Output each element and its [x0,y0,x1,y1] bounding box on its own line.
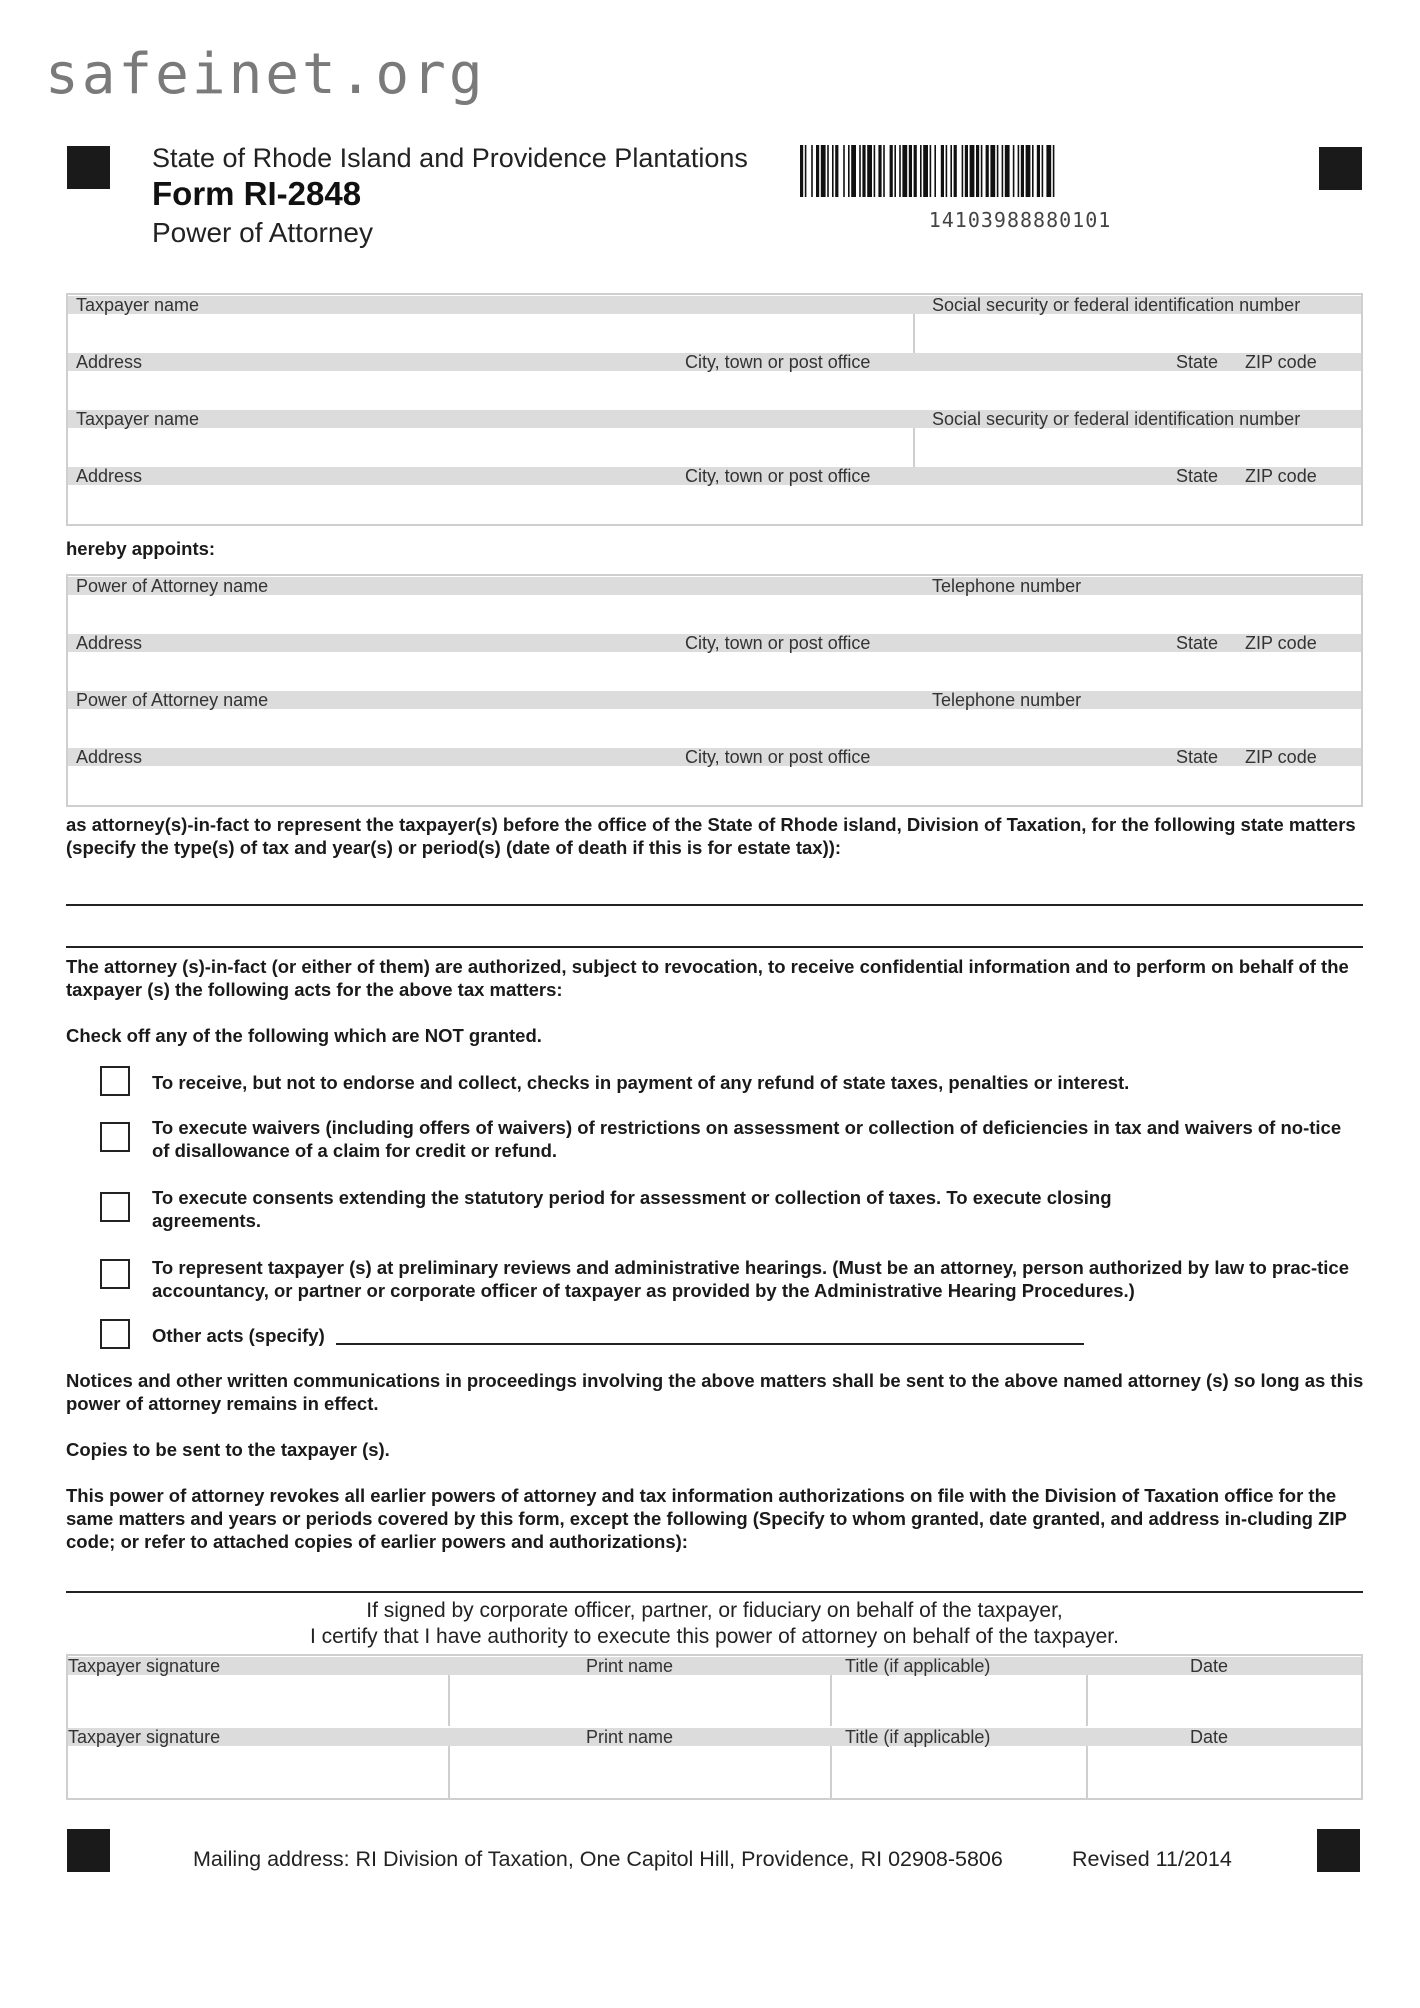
poa2-name-label-row [68,691,1361,709]
taxpayer2-state-label: State [1176,466,1219,486]
taxpayer-ssn-field[interactable] [915,314,1361,353]
revised-date: Revised 11/2014 [1072,1847,1232,1871]
signature-box [66,1654,1363,1800]
poa2-phone-label: Telephone number [932,690,1082,710]
checkbox-other-acts-label: Other acts (specify) [152,1325,325,1346]
taxpayer2-name-field[interactable] [68,428,913,467]
taxpayer2-city-label: City, town or post office [685,466,871,486]
date2-label: Date [1190,1727,1229,1747]
poa-city-label: City, town or post office [685,633,871,653]
poa2-address-label-row [68,748,1361,766]
poa-address-field[interactable] [68,652,1361,691]
title2-label: Title (if applicable) [845,1727,991,1747]
matters-text: as attorney(s)-in-fact to represent the taxpayer(s) before the office of the State of Rhode island, Division of Taxation, for the following state matters (specify the type(s) of tax and year(s) or period(s) (date of death if this is for estate tax)): [66,814,1356,858]
checkoff-text: Check off any of the following which are NOT granted. [66,1025,542,1046]
registration-mark-top-right [1319,147,1362,190]
taxpayer2-zip-label: ZIP code [1245,466,1317,486]
revokes-rule [66,1591,1363,1593]
checkbox-execute-consents-label: To execute consents extending the statutory period for assessment or collection of taxes. To execute closing agreements. [152,1187,1112,1231]
checkbox-represent-taxpayer[interactable] [100,1259,130,1289]
mailing-address: Mailing address: RI Division of Taxation, One Capitol Hill, Providence, RI 02908-5806 [193,1847,1003,1871]
checkbox-represent-taxpayer-label: To represent taxpayer (s) at preliminary reviews and administrative hearings. (Must be an attorney, person authorized by law to prac-tice accountancy, or partner or corporate officer of taxpayer as provided by the Administrative Hearing Procedures.) [152,1257,1350,1301]
print-name2-label: Print name [586,1727,674,1747]
poa-phone-label: Telephone number [932,576,1082,596]
taxpayer2-address-label-row [68,467,1361,485]
taxpayer2-ssn-field[interactable] [915,428,1361,467]
taxpayer2-name-label: Taxpayer name [76,409,200,429]
poa2-name-field[interactable] [68,709,913,748]
certify-line-1: If signed by corporate officer, partner, or fiduciary on behalf of the taxpayer, [366,1599,1063,1622]
poa-name-label: Power of Attorney name [76,576,269,596]
poa-zip-label: ZIP code [1245,633,1317,653]
poa2-address-label: Address [76,747,143,767]
title-label: Title (if applicable) [845,1656,991,1676]
barcode [800,145,1240,197]
taxpayer-address-field[interactable] [68,371,1361,410]
date-field[interactable] [1088,1675,1361,1726]
taxpayer-address-label: Address [76,352,143,372]
taxpayer-state-label: State [1176,352,1219,372]
title-field[interactable] [832,1675,1086,1726]
checkbox-execute-waivers[interactable] [100,1122,130,1152]
watermark: safeinet.org [45,42,486,107]
checkbox-execute-waivers-label: To execute waivers (including offers of waivers) of restrictions on assessment or collection of deficiencies in tax and waivers of no-tice of disallowance of a claim for credit or refund. [152,1117,1342,1161]
taxpayer-ssn-label: Social security or federal identification number [932,295,1301,315]
poa2-state-label: State [1176,747,1219,767]
poa2-address-field[interactable] [68,766,1361,805]
date-label: Date [1190,1656,1229,1676]
taxpayer-name-label: Taxpayer name [76,295,200,315]
form-title: Form RI-2848 [152,175,362,212]
checkbox-execute-consents[interactable] [100,1192,130,1222]
matters-input-line-1[interactable] [66,868,1363,904]
other-acts-input[interactable] [336,1343,1084,1345]
hereby-appoints: hereby appoints: [66,538,216,559]
poa-box [66,574,1363,807]
taxpayer-name-label-row [68,296,1361,314]
taxpayer2-ssn-label: Social security or federal identification number [932,409,1301,429]
taxpayer2-address-label: Address [76,466,143,486]
signature-label: Taxpayer signature [68,1656,221,1676]
print-name-label: Print name [586,1656,674,1676]
registration-mark-top-left [67,146,110,189]
date2-field[interactable] [1088,1746,1361,1798]
checkbox-receive-refund[interactable] [100,1066,130,1096]
checkbox-other-acts[interactable] [100,1319,130,1349]
poa2-zip-label: ZIP code [1245,747,1317,767]
signature-label-row-1 [68,1657,1361,1675]
poa-address-label: Address [76,633,143,653]
form-subtitle: Power of Attorney [152,217,374,248]
poa2-name-label: Power of Attorney name [76,690,269,710]
authorized-text: The attorney (s)-in-fact (or either of them) are authorized, subject to revocation, to receive confidential information and to perform on behalf of the taxpayer (s) the following acts for the above tax matters: [66,956,1349,1000]
poa-name-label-row [68,577,1361,595]
registration-mark-bottom-left [67,1829,110,1872]
taxpayer-name-field[interactable] [68,314,913,353]
poa-state-label: State [1176,633,1219,653]
taxpayer-address-label-row [68,353,1361,371]
matters-rule-1 [66,904,1363,906]
signature-label-row-2 [68,1728,1361,1746]
matters-rule-2 [66,946,1363,948]
taxpayer-zip-label: ZIP code [1245,352,1317,372]
taxpayer2-address-field[interactable] [68,485,1361,524]
poa-name-field[interactable] [68,595,913,634]
revokes-text: This power of attorney revokes all earlier powers of attorney and tax information authorizations on file with the Division of Taxation office for the same matters and years or periods covered by this form, except the following (Specify to whom granted, date granted, and address in-cluding ZIP code; or refer to attached copies of earlier powers and authorizations): [66,1485,1347,1552]
revokes-input[interactable] [66,1560,1363,1590]
certify-line-2: I certify that I have authority to execute this power of attorney on behalf of the taxpayer. [310,1625,1119,1648]
matters-input-line-2[interactable] [66,910,1363,946]
poa-address-label-row [68,634,1361,652]
checkbox-receive-refund-label: To receive, but not to endorse and collect, checks in payment of any refund of state taxes, penalties or interest. [152,1072,1130,1093]
poa2-city-label: City, town or post office [685,747,871,767]
signature2-label: Taxpayer signature [68,1727,221,1747]
copies-text: Copies to be sent to the taxpayer (s). [66,1439,390,1460]
taxpayer-box [66,293,1363,526]
print-name2-field[interactable] [450,1746,830,1798]
barcode-number: 14103988880101 [928,208,1112,232]
signature2-field[interactable] [68,1746,448,1798]
taxpayer-city-label: City, town or post office [685,352,871,372]
poa-phone-field[interactable] [915,595,1361,634]
title2-field[interactable] [832,1746,1086,1798]
signature-field[interactable] [68,1675,448,1726]
taxpayer2-name-label-row [68,410,1361,428]
poa2-phone-field[interactable] [915,709,1361,748]
notices-text: Notices and other written communications in proceedings involving the above matters shall be sent to the above named attorney (s) so long as this power of attorney remains in effect. [66,1370,1364,1414]
state-line: State of Rhode Island and Providence Plantations [152,143,748,173]
print-name-field[interactable] [450,1675,830,1726]
registration-mark-bottom-right [1317,1829,1360,1872]
